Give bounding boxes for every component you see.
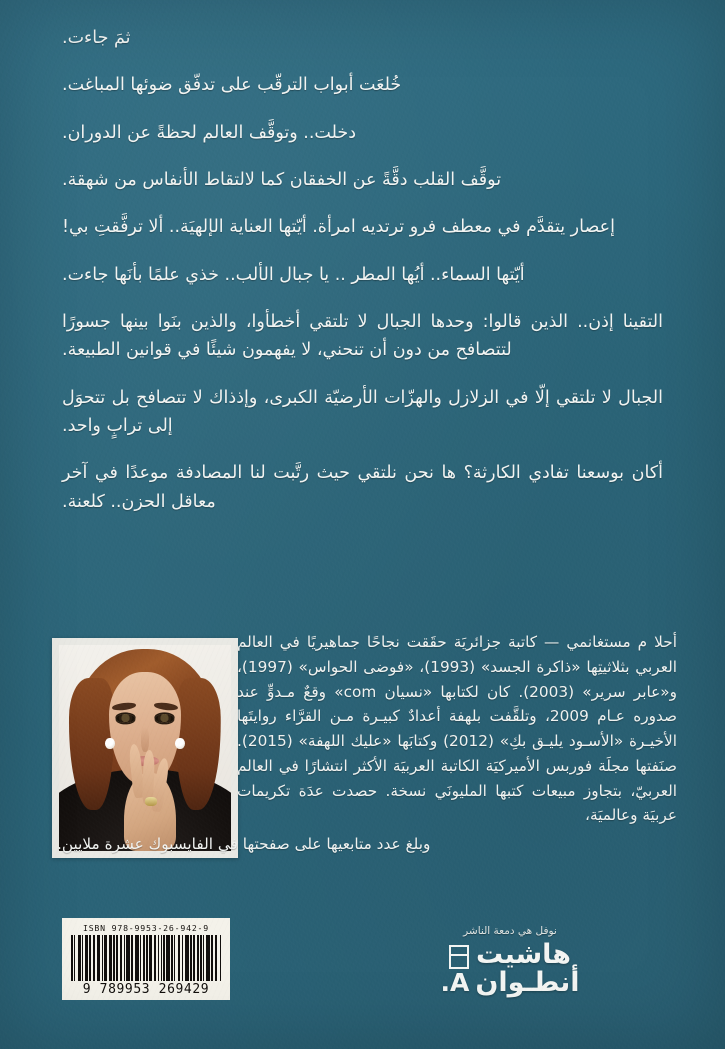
blurb-text-block: [62, 24, 663, 535]
blurb-paragraph: أيّتها السماء.. أيُها المطر .. يا جبال الألب.. خذي علمًا بأنَها جاءت.: [62, 264, 525, 285]
isbn-barcode: [62, 918, 230, 1000]
author-bio-section: [40, 630, 677, 870]
blurb-paragraph: أكان بوسعنا تفادي الكارثة؟ ها نحن نلتقي حيث رتَّبت لنا المصادفة موعدًا في آخر معاقل الحزن.. كلعنة.: [62, 463, 663, 512]
portrait-image: [59, 645, 231, 851]
portrait-earring-left: [105, 738, 114, 749]
author-bio-text: [237, 630, 677, 828]
publisher-logo: [380, 941, 640, 997]
publisher-block: [380, 925, 640, 997]
bio-paragraph: أحلا م مستغانمي — كاتبة جزائريَة حقَقت نجاحًا جماهيريًا في العالم العربي بثلاثيتِها «ذاكرة الجسد» (1993)، «فوضى الحواس» (1997)، و«عابر سرير» (2003). كان لكتابها «نسيان com» وقعٌ مـدوٍّ عند صدوره عـام 2009، وتلقَّفت بلهفة أعدادٌ كبيـرة مـن القرَّاء روايتَها الأخيـرة «الأسـود يليـق بكِ» (2012) وكتابَها «عليك اللهفة» (2015). صنَفتها مجلَة فوربس الأميركيَة الكاتبة العربيَة الأكثر انتشارًا في العالم العربيّ، بتجاوز مبيعات كتبها المليونَي نسخة. حصدت عدَة تكريمات عربيَة وعالميَة،: [237, 633, 677, 825]
publisher-latin-mark: A.: [440, 968, 470, 998]
blurb-paragraph: ثمَ جاءت.: [62, 28, 131, 48]
author-portrait-photo: [52, 638, 238, 858]
hachette-h-icon: [449, 945, 469, 965]
barcode-bars: [69, 935, 223, 981]
blurb-paragraph: توقَّف القلب دقَّةً عن الخفقان كما لالتقاط الأنفاس من شهقة.: [62, 170, 502, 191]
portrait-ring: [145, 797, 157, 805]
portrait-eye-left: [116, 714, 135, 723]
publisher-tagline: نوفل هي دمعة الناشر: [463, 925, 557, 937]
publisher-name-line1: هاشيت: [476, 939, 572, 970]
portrait-earring-right: [175, 738, 184, 749]
blurb-paragraph: دخلت.. وتوقَّف العالم لحظةً عن الدوران.: [62, 122, 357, 143]
blurb-paragraph: إعصار يتقدَّم في معطف فرو ترتديه امرأة. أيّتها العناية الإلهيَة.. ألا ترفَّقتِ بي!: [62, 217, 615, 238]
portrait-nose: [141, 727, 150, 752]
blurb-paragraph: خُلعَت أبواب الترقّب على تدفّق ضوئها المباغت.: [62, 75, 402, 96]
blurb-paragraph: التقينا إذن.. الذين قالوا: وحدها الجبال لا تلتقي أخطأوا، والذين بنَوا بينها جسورًا لتتصافح من دون أن تنحني، لا يفهمون شيئًا في قوانين الطبيعة.: [62, 312, 663, 361]
blurb-paragraph: الجبال لا تلتقي إلّا في الزلازل والهزّات الأرضيّة الكبرى، وإذذاك لا تتصافح بل تتحوَل إلى ترابٍ واحد.: [62, 387, 663, 437]
publisher-name-line2: أنطـوان: [475, 967, 580, 999]
author-bio-text-tail: وبلغ عدد متابعيها على صفحتها في الفايسبوك عشرة ملايين.: [57, 835, 431, 853]
isbn-number-label: ISBN 978-9953-26-942-9: [82, 923, 210, 933]
barcode-digits: 9 789953 269429: [82, 982, 210, 997]
